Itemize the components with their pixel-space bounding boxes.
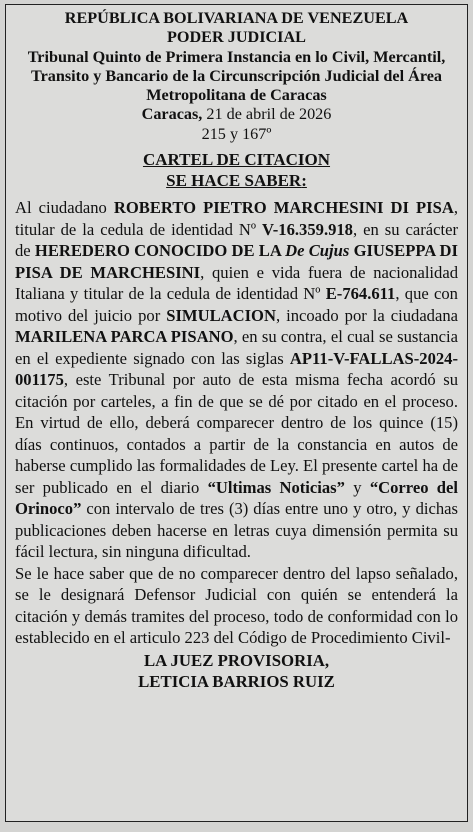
text: , este Tribunal por auto de esta misma fecha acordó su citación por carteles, a fin de que se dé por citado en el proceso. En virtud de ello, deberá comparecer dentro de los quince (15) días continuos, contados a partir de la constancia en autos de haberse cumplido las formalidades de Ley. El presente cartel ha de ser publicado en el diario xyxy=(15,370,458,497)
text: , titular de la cedula de identidad Nº xyxy=(15,198,458,239)
text: , quien e vida fuera de nacionalidad Italiana y titular de la cedula de identidad Nº xyxy=(15,262,458,304)
title-line-2-text: SE HACE SABER xyxy=(166,170,302,190)
republic-name: REPÚBLICA BOLIVARIANA DE VENEZUELA xyxy=(64,9,409,27)
defendant-name: ROBERTO PIETRO MARCHESINI DI PISA xyxy=(113,198,454,218)
city: Caracas, xyxy=(141,105,203,124)
judge-title: LA JUEZ PROVISORIA, xyxy=(143,650,330,670)
text: y xyxy=(344,477,370,497)
text: Al ciudadano xyxy=(15,198,114,218)
years: 215 y 167º xyxy=(201,124,272,143)
date-line xyxy=(15,105,458,124)
header xyxy=(15,9,458,144)
title-line-2-suffix: : xyxy=(301,170,307,190)
text: con intervalo de tres (3) días entre uno y otro, y dichas publicaciones deben hacerse en letras cuya dimensión permita su fácil lectura, sin ninguna dificultad. xyxy=(15,499,458,562)
de-cujus: De Cujus xyxy=(285,241,350,261)
legal-notice xyxy=(5,4,468,822)
deceased-name: GIUSEPPA DI PISA DE MARCHESINI xyxy=(15,241,458,282)
heir-label: HEREDERO CONOCIDO DE LA xyxy=(34,241,286,261)
case-number: AP11-V-FALLAS-2024-001175 xyxy=(15,348,458,390)
notice-title xyxy=(15,150,458,191)
text: , incoado por la ciudadana xyxy=(275,305,459,325)
court-name: Tribunal Quinto de Primera Instancia en lo Civil, Mercantil, Transito y Bancario de la Circunscripción Judicial del Área Metropolitana de Caracas xyxy=(27,47,446,105)
deceased-id: E-764.611 xyxy=(325,284,396,304)
judge-name: LETICIA BARRIOS RUIZ xyxy=(138,671,335,691)
title-line-1: CARTEL DE CITACION xyxy=(142,150,331,170)
paragraph-2: Se le hace saber que de no comparecer dentro del lapso señalado, se le designará Defensor Judicial con quién se entenderá la citación y demás tramites del proceso, todo de conformidad con lo establecido en el articulo 223 del Código de Procedimiento Civil- xyxy=(15,563,458,648)
judicial-power: PODER JUDICIAL xyxy=(167,28,306,47)
case-type: SIMULACION xyxy=(166,305,276,325)
plaintiff-name: MARILENA PARCA PISANO xyxy=(15,327,234,347)
newspaper-1: “Ultimas Noticias” xyxy=(207,477,345,497)
notice-body xyxy=(15,197,458,649)
text: , en su contra, el cual se sustancia en el expediente signado con las siglas xyxy=(15,327,458,368)
paragraph-1 xyxy=(15,197,458,563)
newspaper-2: “Correo del Orinoco” xyxy=(15,477,458,519)
date: 21 de abril de 2026 xyxy=(206,105,332,124)
defendant-id: V-16.359.918 xyxy=(262,219,353,239)
title-line-2 xyxy=(15,171,458,192)
signature-block xyxy=(15,650,458,692)
text: , en su carácter de xyxy=(15,219,458,261)
text: , que con motivo del juicio por xyxy=(15,284,458,325)
